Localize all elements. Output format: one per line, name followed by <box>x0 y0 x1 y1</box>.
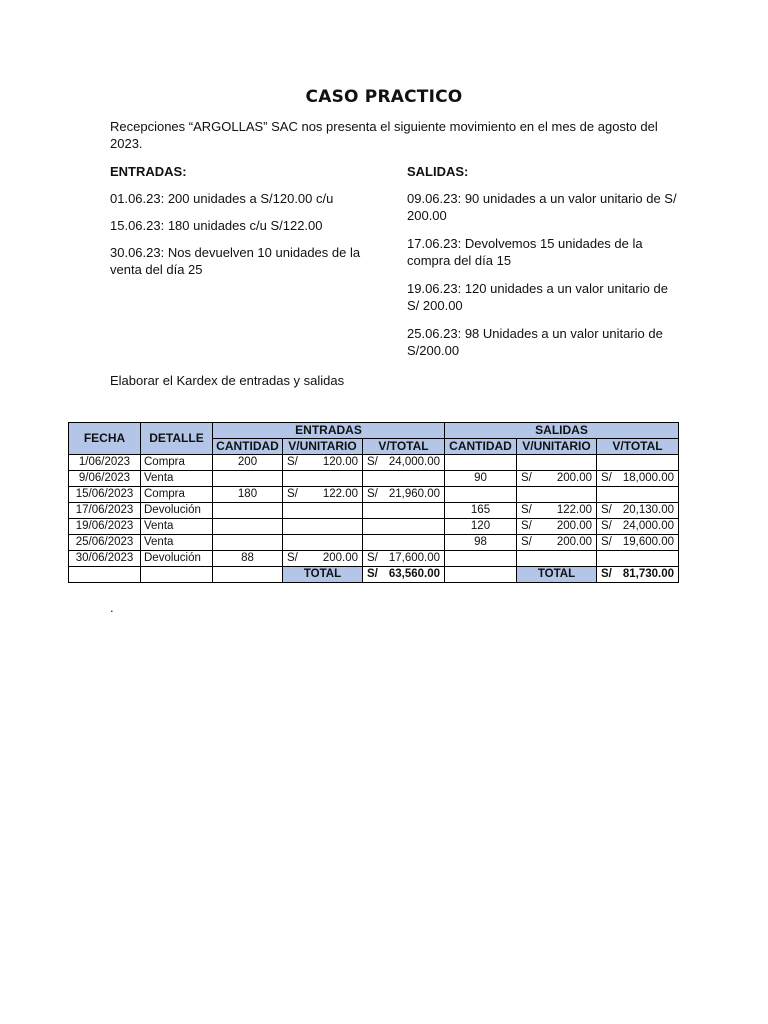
amount: 24,000.00 <box>388 456 440 468</box>
salida-item: 25.06.23: 98 Unidades a un valor unitario de S/200.00 <box>407 326 663 358</box>
currency-symbol: S/ <box>601 472 612 484</box>
header-entradas: ENTRADAS <box>213 423 445 439</box>
cell-fecha: 25/06/2023 <box>69 535 141 551</box>
cell-salida-v-unitario <box>517 503 597 519</box>
table-row <box>69 455 679 471</box>
header-entradas-v-unitario: V/UNITARIO <box>283 439 363 455</box>
cell-detalle: Venta <box>141 535 213 551</box>
table-row <box>69 487 679 503</box>
currency-symbol: S/ <box>367 456 378 468</box>
amount: 17,600.00 <box>388 552 440 564</box>
cell-salida-v-unitario <box>517 487 597 503</box>
cell-entrada-v-total <box>363 503 445 519</box>
cell-entrada-v-unitario <box>283 471 363 487</box>
currency-symbol: S/ <box>521 520 532 532</box>
amount: 200.00 <box>556 520 592 532</box>
cell-salida-v-unitario <box>517 471 597 487</box>
currency-symbol: S/ <box>287 456 298 468</box>
header-salidas-v-unitario: V/UNITARIO <box>517 439 597 455</box>
header-entradas-v-total: V/TOTAL <box>363 439 445 455</box>
cell-salida-cantidad: 165 <box>445 503 517 519</box>
table-row <box>69 471 679 487</box>
cell-salida-v-total <box>597 455 679 471</box>
header-salidas-v-total: V/TOTAL <box>597 439 679 455</box>
salidas-heading: SALIDAS: <box>407 164 469 179</box>
cell-salida-cantidad <box>445 551 517 567</box>
cell-salida-v-total <box>597 471 679 487</box>
total-salidas-amount: 81,730.00 <box>622 568 674 580</box>
header-salidas-cantidad: CANTIDAD <box>445 439 517 455</box>
currency-symbol: S/ <box>601 568 612 580</box>
totals-row <box>69 567 679 583</box>
salida-item: 17.06.23: Devolvemos 15 unidades de la compra del día 15 <box>407 236 643 268</box>
cell-entrada-cantidad <box>213 471 283 487</box>
currency-symbol: S/ <box>601 536 612 548</box>
currency-symbol: S/ <box>287 552 298 564</box>
salida-item: 09.06.23: 90 unidades a un valor unitario de S/ 200.00 <box>407 191 677 223</box>
cell-entrada-v-total <box>363 551 445 567</box>
cell-fecha: 19/06/2023 <box>69 519 141 535</box>
cell-entrada-cantidad: 200 <box>213 455 283 471</box>
totals-spacer <box>69 567 141 583</box>
total-entradas-value <box>363 567 445 583</box>
cell-entrada-v-total <box>363 535 445 551</box>
cell-entrada-v-total <box>363 471 445 487</box>
trailing-dot: . <box>110 600 114 615</box>
totals-spacer <box>141 567 213 583</box>
amount: 120.00 <box>322 456 358 468</box>
cell-entrada-v-unitario <box>283 535 363 551</box>
total-salidas-label: TOTAL <box>517 567 597 583</box>
entrada-item: 30.06.23: Nos devuelven 10 unidades de la venta del día 25 <box>110 245 361 277</box>
entrada-item: 15.06.23: 180 unidades c/u S/122.00 <box>110 218 323 233</box>
salida-item: 19.06.23: 120 unidades a un valor unitario de S/ 200.00 <box>407 281 668 313</box>
cell-salida-v-total <box>597 535 679 551</box>
cell-entrada-v-unitario <box>283 551 363 567</box>
currency-symbol: S/ <box>601 520 612 532</box>
amount: 122.00 <box>556 504 592 516</box>
cell-entrada-cantidad <box>213 503 283 519</box>
cell-entrada-v-total <box>363 519 445 535</box>
header-fecha: FECHA <box>69 423 141 455</box>
kardex-table <box>68 422 679 583</box>
currency-symbol: S/ <box>601 504 612 516</box>
cell-detalle: Devolución <box>141 551 213 567</box>
amount: 21,960.00 <box>388 488 440 500</box>
cell-detalle: Compra <box>141 487 213 503</box>
cell-entrada-cantidad <box>213 519 283 535</box>
totals-spacer <box>213 567 283 583</box>
currency-symbol: S/ <box>367 552 378 564</box>
total-entradas-amount: 63,560.00 <box>388 568 440 580</box>
amount: 18,000.00 <box>622 472 674 484</box>
amount: 122.00 <box>322 488 358 500</box>
cell-salida-v-unitario <box>517 455 597 471</box>
amount: 200.00 <box>322 552 358 564</box>
cell-entrada-v-total <box>363 455 445 471</box>
cell-salida-v-total <box>597 487 679 503</box>
cell-detalle: Venta <box>141 471 213 487</box>
table-row <box>69 551 679 567</box>
cell-detalle: Devolución <box>141 503 213 519</box>
amount: 19,600.00 <box>622 536 674 548</box>
cell-salida-v-unitario <box>517 519 597 535</box>
cell-entrada-cantidad: 88 <box>213 551 283 567</box>
cell-entrada-v-unitario <box>283 455 363 471</box>
totals-spacer <box>445 567 517 583</box>
header-salidas: SALIDAS <box>445 423 679 439</box>
entradas-heading: ENTRADAS: <box>110 164 187 179</box>
cell-entrada-v-unitario <box>283 487 363 503</box>
cell-salida-v-total <box>597 503 679 519</box>
cell-entrada-cantidad <box>213 535 283 551</box>
cell-salida-v-unitario <box>517 551 597 567</box>
cell-fecha: 17/06/2023 <box>69 503 141 519</box>
amount: 24,000.00 <box>622 520 674 532</box>
cell-entrada-v-total <box>363 487 445 503</box>
cell-detalle: Compra <box>141 455 213 471</box>
currency-symbol: S/ <box>521 504 532 516</box>
cell-salida-v-total <box>597 551 679 567</box>
page-title: CASO PRACTICO <box>305 87 463 107</box>
total-entradas-label: TOTAL <box>283 567 363 583</box>
entrada-item: 01.06.23: 200 unidades a S/120.00 c/u <box>110 191 334 206</box>
cell-salida-cantidad: 120 <box>445 519 517 535</box>
cell-detalle: Venta <box>141 519 213 535</box>
currency-symbol: S/ <box>521 472 532 484</box>
cell-salida-cantidad <box>445 487 517 503</box>
currency-symbol: S/ <box>367 568 378 580</box>
amount: 20,130.00 <box>622 504 674 516</box>
cell-salida-v-unitario <box>517 535 597 551</box>
kardex-body <box>69 455 679 567</box>
cell-fecha: 1/06/2023 <box>69 455 141 471</box>
table-row <box>69 503 679 519</box>
header-entradas-cantidad: CANTIDAD <box>213 439 283 455</box>
cell-salida-cantidad <box>445 455 517 471</box>
intro-paragraph: Recepciones “ARGOLLAS” SAC nos presenta el siguiente movimiento en el mes de agosto del 2023. <box>110 119 658 151</box>
currency-symbol: S/ <box>367 488 378 500</box>
cell-entrada-cantidad: 180 <box>213 487 283 503</box>
table-row <box>69 519 679 535</box>
amount: 200.00 <box>556 472 592 484</box>
cell-entrada-v-unitario <box>283 519 363 535</box>
cell-salida-cantidad: 98 <box>445 535 517 551</box>
cell-fecha: 30/06/2023 <box>69 551 141 567</box>
cell-salida-cantidad: 90 <box>445 471 517 487</box>
amount: 200.00 <box>556 536 592 548</box>
table-row <box>69 535 679 551</box>
header-detalle: DETALLE <box>141 423 213 455</box>
cell-salida-v-total <box>597 519 679 535</box>
currency-symbol: S/ <box>521 536 532 548</box>
currency-symbol: S/ <box>287 488 298 500</box>
total-salidas-value <box>597 567 679 583</box>
cell-fecha: 15/06/2023 <box>69 487 141 503</box>
cell-fecha: 9/06/2023 <box>69 471 141 487</box>
cell-entrada-v-unitario <box>283 503 363 519</box>
instruction-text: Elaborar el Kardex de entradas y salidas <box>110 373 345 388</box>
